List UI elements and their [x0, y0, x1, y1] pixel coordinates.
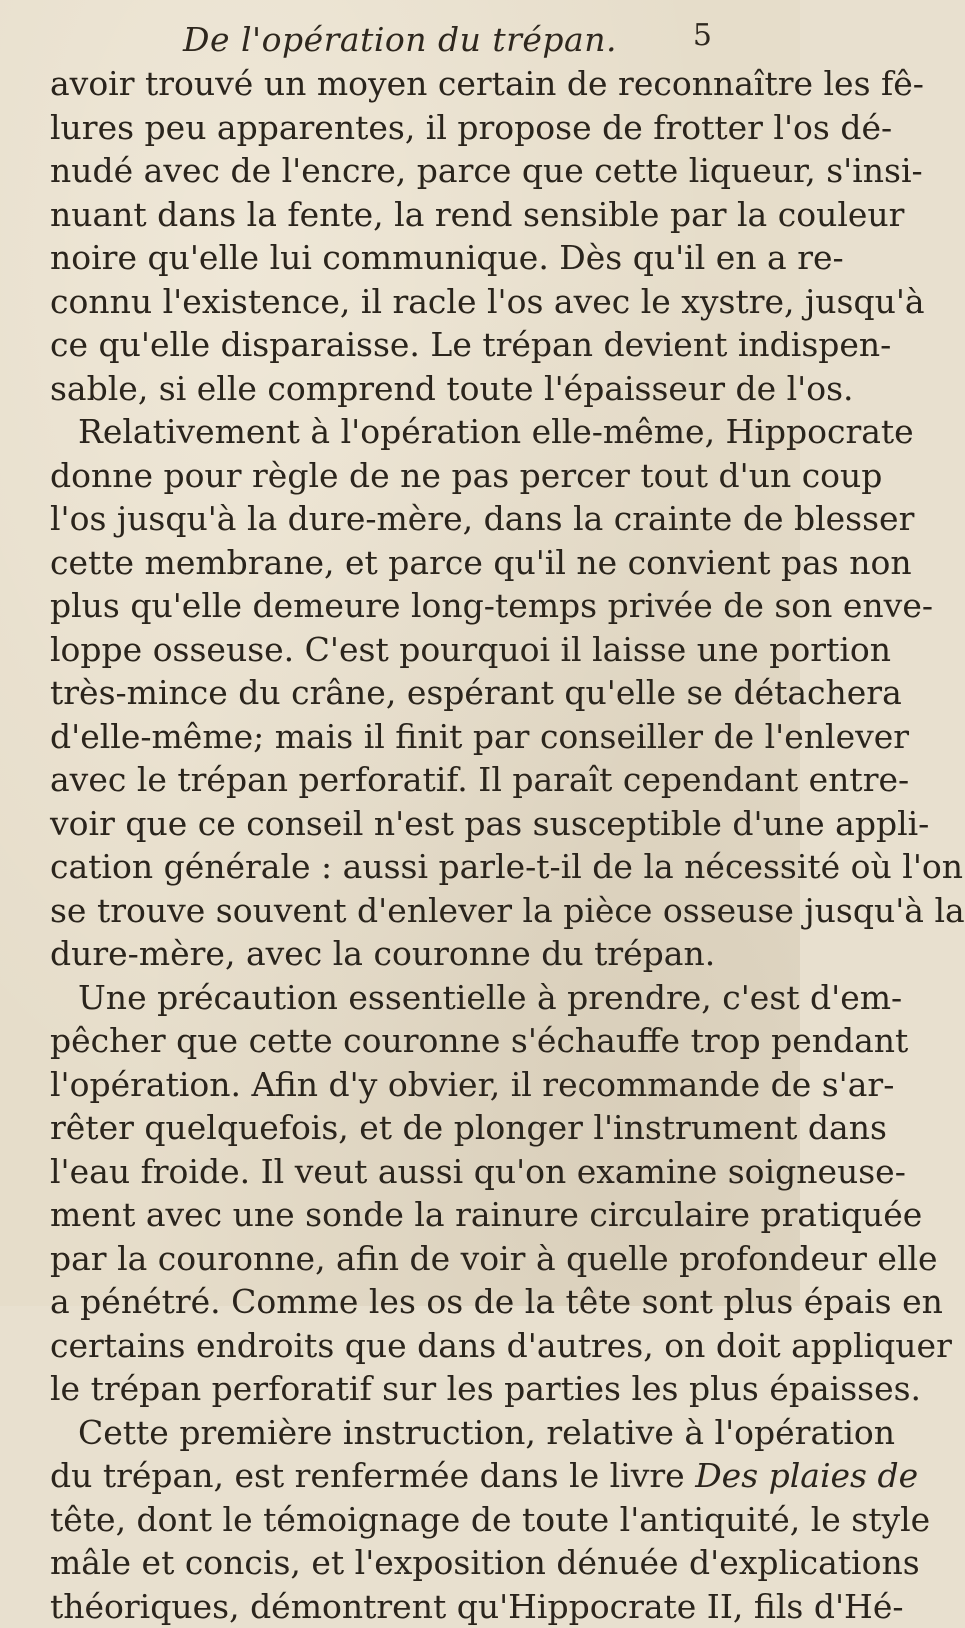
- text-line: par la couronne, afin de voir à quelle profondeur elle: [50, 1237, 770, 1281]
- text-line: ment avec une sonde la rainure circulaire pratiquée: [50, 1193, 770, 1237]
- text-line-start: du trépan, est renfermée dans le livre: [50, 1456, 685, 1495]
- text-line: certains endroits que dans d'autres, on doit appliquer: [50, 1324, 770, 1368]
- text-line: [50, 1454, 770, 1498]
- text-line: très-mince du crâne, espérant qu'elle se détachera: [50, 671, 770, 715]
- text-line: noire qu'elle lui communique. Dès qu'il en a re-: [50, 236, 770, 280]
- paragraph-start: Une précaution essentielle à prendre, c'est d'em-: [50, 976, 770, 1020]
- running-head: [0, 18, 800, 58]
- text-line: nuant dans la fente, la rend sensible par la couleur: [50, 193, 770, 237]
- text-line: mâle et concis, et l'exposition dénuée d'explications: [50, 1541, 770, 1585]
- text-line: d'elle-même; mais il finit par conseiller de l'enlever: [50, 715, 770, 759]
- body-text: [50, 62, 770, 1628]
- paragraph-start: Cette première instruction, relative à l'opération: [50, 1411, 770, 1455]
- text-line: tête, dont le témoignage de toute l'antiquité, le style: [50, 1498, 770, 1542]
- text-line: se trouve souvent d'enlever la pièce osseuse jusqu'à la: [50, 889, 770, 933]
- text-line: lures peu apparentes, il propose de frotter l'os dé-: [50, 106, 770, 150]
- text-line: voir que ce conseil n'est pas susceptible d'une appli-: [50, 802, 770, 846]
- text-line: nudé avec de l'encre, parce que cette liqueur, s'insi-: [50, 149, 770, 193]
- text-line: cation générale : aussi parle-t-il de la nécessité où l'on: [50, 845, 770, 889]
- text-line: avec le trépan perforatif. Il paraît cependant entre-: [50, 758, 770, 802]
- text-line: connu l'existence, il racle l'os avec le xystre, jusqu'à: [50, 280, 770, 324]
- text-line: l'eau froide. Il veut aussi qu'on examine soigneuse-: [50, 1150, 770, 1194]
- text-line: sable, si elle comprend toute l'épaisseur de l'os.: [50, 367, 770, 411]
- text-line: l'os jusqu'à la dure-mère, dans la crainte de blesser: [50, 497, 770, 541]
- text-line: loppe osseuse. C'est pourquoi il laisse une portion: [50, 628, 770, 672]
- text-line: cette membrane, et parce qu'il ne convient pas non: [50, 541, 770, 585]
- page-title: De l'opération du trépan.: [0, 20, 800, 59]
- text-line: avoir trouvé un moyen certain de reconnaître les fê-: [50, 62, 770, 106]
- page-number: 5: [693, 18, 712, 53]
- text-line: a pénétré. Comme les os de la tête sont plus épais en: [50, 1280, 770, 1324]
- text-line: théoriques, démontrent qu'Hippocrate II, fils d'Hé-: [50, 1585, 770, 1628]
- book-title: Des plaies de: [695, 1456, 918, 1495]
- text-line: plus qu'elle demeure long-temps privée de son enve-: [50, 584, 770, 628]
- text-line: l'opération. Afin d'y obvier, il recommande de s'ar-: [50, 1063, 770, 1107]
- text-line: ce qu'elle disparaisse. Le trépan devient indispen-: [50, 323, 770, 367]
- text-line: dure-mère, avec la couronne du trépan.: [50, 932, 770, 976]
- paragraph-start: Relativement à l'opération elle-même, Hippocrate: [50, 410, 770, 454]
- text-line: pêcher que cette couronne s'échauffe trop pendant: [50, 1019, 770, 1063]
- text-line: le trépan perforatif sur les parties les plus épaisses.: [50, 1367, 770, 1411]
- text-line: rêter quelquefois, et de plonger l'instrument dans: [50, 1106, 770, 1150]
- text-line: donne pour règle de ne pas percer tout d'un coup: [50, 454, 770, 498]
